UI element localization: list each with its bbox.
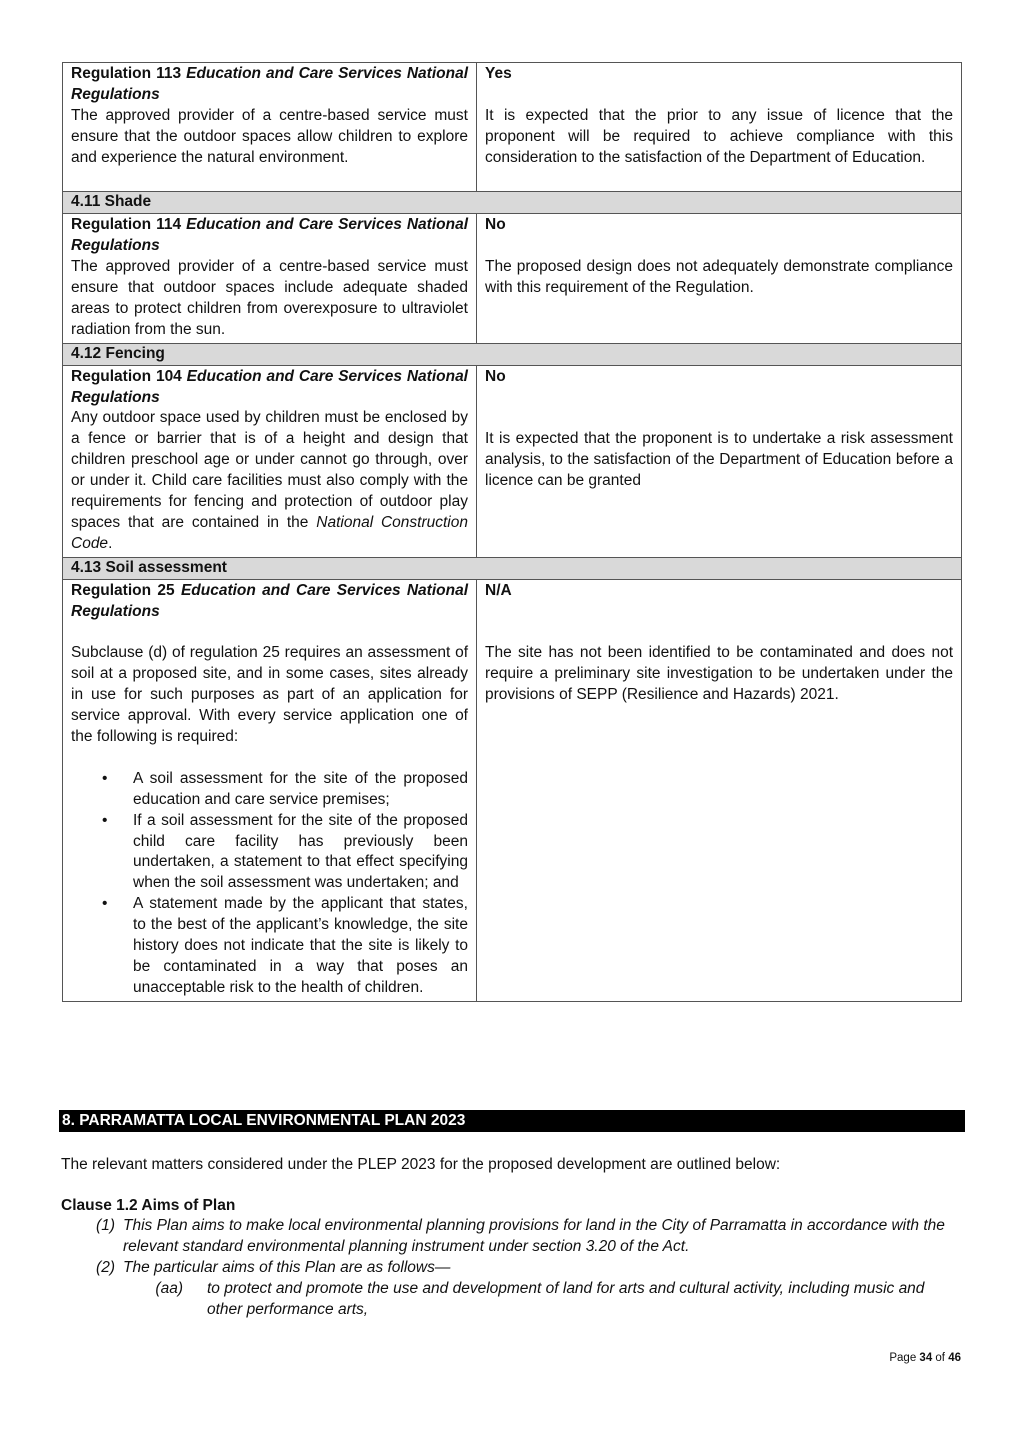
section-heading-bar: 8. PARRAMATTA LOCAL ENVIRONMENTAL PLAN 2023 [59,1110,965,1132]
list-item: • A statement made by the applicant that states, to the best of the applicant’s knowledge, the site history does not indicate that the site is likely to be contaminated in a way that poses an unacceptable risk to the health of children. [133,894,468,999]
requirement-text: The approved provider of a centre-based service must ensure that outdoor spaces include adequate shaded areas to protect children from overexposure to ultraviolet radiation from the sun. [71,258,468,338]
section-heading: 4.11 Shade [63,192,962,214]
requirement-cell [63,365,477,557]
page-number: 34 [919,1352,933,1364]
compliance-status: Yes [485,65,512,82]
response-cell [477,365,962,557]
section-row [63,343,962,365]
aim-text: The particular aims of this Plan are as follows— [123,1258,451,1276]
table-row [63,214,962,343]
response-comment: It is expected that the proponent is to undertake a risk assessment analysis, to the satisfaction of the Department of Education before a licence can be granted [485,430,953,490]
clause-title: Clause 1.2 Aims of Plan [61,1197,236,1214]
requirement-cell [63,579,477,1001]
requirement-text: The approved provider of a centre-based service must ensure that the outdoor spaces allow children to explore and experience the natural environment. [71,106,468,166]
regulation-heading: Regulation 104 Education and Care Services National Regulations [71,367,468,406]
sub-aim-text: to protect and promote the use and development of land for arts and cultural activity, including music and other performance arts, [207,1279,925,1318]
aims-list [61,1216,951,1321]
table-row [63,365,962,557]
page-total: 46 [948,1352,961,1364]
intro-paragraph: The relevant matters considered under the PLEP 2023 for the proposed development are outlined below: [61,1156,781,1173]
page-footer: Page 34 of 46 [889,1352,961,1364]
regulation-heading: Regulation 114 Education and Care Services National Regulations [71,216,469,255]
compliance-status: No [485,216,506,234]
response-comment: It is expected that the prior to any issue of licence that the proponent will be required to achieve compliance with this consideration to the satisfaction of the Department of Education. [485,106,953,166]
aim-text: This Plan aims to make local environmental planning provisions for land in the City of Parramatta in accordance with the relevant standard environmental planning instrument under section 3.20 of the Act. [123,1217,945,1255]
compliance-table [62,62,962,1002]
section-row [63,192,962,214]
response-cell [477,214,962,343]
requirement-cell [63,214,477,343]
aim-item [61,1216,951,1258]
list-item: • If a soil assessment for the site of the proposed child care facility has previously been undertaken, a statement to that effect specifying when the soil assessment was undertaken; and [133,811,468,895]
response-cell [477,579,962,1001]
table-row [63,579,962,1001]
response-comment: The proposed design does not adequately demonstrate compliance with this requirement of the Regulation. [485,258,953,297]
aim-item [61,1258,951,1279]
requirement-text: Any outdoor space used by children must be enclosed by a fence or barrier that is of a height and design that children preschool age or under cannot go through, over or under it. Child care facilities must also comply with the requirements for fencing and protection of outdoor play spaces that are contained in the National Construction Code. [71,409,468,552]
response-comment: The site has not been identified to be contaminated and does not require a preliminary site investigation to be undertaken under the provisions of SEPP (Resilience and Hazards) 2021. [485,644,953,704]
sub-aim-item [61,1279,951,1321]
requirement-cell [63,63,477,192]
regulation-heading: Regulation 25 Education and Care Services National Regulations [71,581,469,620]
requirement-text: Subclause (d) of regulation 25 requires an assessment of soil at a proposed site, and in some cases, sites already in use for such purposes as part of an application for service approval. With every service application one of the following is required: [71,644,468,746]
table-row [63,63,962,192]
section-heading: 4.13 Soil assessment [63,557,962,579]
regulation-heading: Regulation 113 Education and Care Services National Regulations [71,65,469,103]
section-row [63,557,962,579]
list-item: • A soil assessment for the site of the proposed education and care service premises; [133,769,468,811]
requirement-list [71,769,468,999]
compliance-status: No [485,367,506,385]
response-cell [477,63,962,192]
compliance-status: N/A [485,581,512,599]
aim-number: (2) [96,1258,115,1276]
aim-number: (1) [96,1217,115,1234]
sub-aim-number: (aa) [155,1279,183,1297]
section-heading: 4.12 Fencing [63,343,962,365]
